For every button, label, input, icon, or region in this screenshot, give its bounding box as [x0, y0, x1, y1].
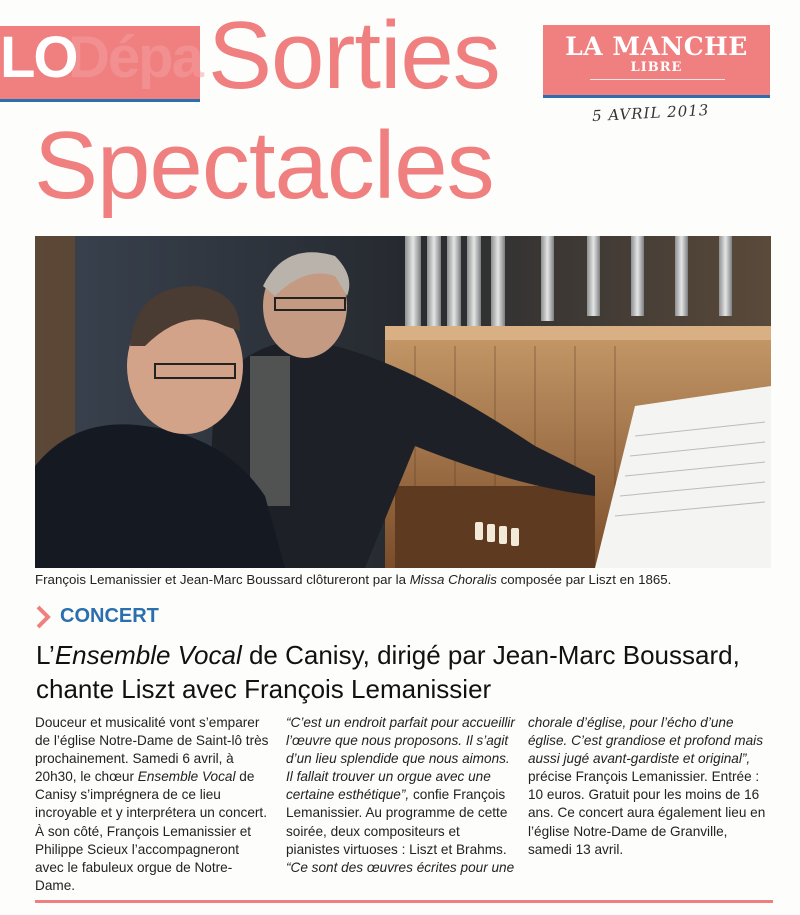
caption-text: François Lemanissier et Jean-Marc Boussard clôtureront par la — [35, 572, 410, 587]
article-kicker: CONCERT — [60, 605, 159, 627]
headline-rest: de Canisy, dirigé par Jean-Marc Boussard, chante Liszt avec François Lemanissier — [36, 640, 740, 704]
col2-quote-end: “Ce sont des œuvres écrites pour une — [286, 859, 515, 875]
newspaper-sub: LIBRE — [630, 60, 683, 75]
logo-underline — [543, 95, 770, 98]
col2-text: confie François Lemanissier. Au programme de cette soirée, deux compositeurs et pianistes virtuoses : Liszt et Brahms. — [286, 787, 508, 857]
logo-rule — [590, 79, 725, 80]
banner-underline — [0, 99, 200, 102]
col1-italic: Ensemble Vocal — [137, 769, 236, 785]
caption-italic: Missa Choralis — [409, 572, 497, 587]
article-column-3 — [528, 714, 773, 859]
page-title-line1: Sorties — [208, 2, 500, 109]
article-photo — [35, 236, 771, 568]
col1-text-end: de Canisy s’imprégnera de ce lieu incroyable et y interprétera un concert. À son côté, François Lemanissier et Philippe Scieux l’accompagneront avec le fabuleux orgue de Notre-Dame. — [35, 769, 267, 893]
section-banner-faded-text: Dépa — [68, 25, 202, 90]
col2-quote: “C’est un endroit parfait pour accueillir l’œuvre que nous proposons. Il s’agit d’un lieu splendide que nous aimons. Il fallait trouver un orgue avec une certaine esthétique”, — [286, 715, 515, 803]
caption-text-end: composée par Liszt en 1865. — [496, 572, 672, 587]
article-column-2 — [286, 714, 516, 877]
handwritten-date: 5 AVRIL 2013 — [591, 100, 710, 126]
article-column-1 — [35, 714, 271, 895]
bottom-rule — [35, 900, 773, 903]
col1-text: Douceur et musicalité vont s’emparer de l’église Notre-Dame de Saint-lô très prochainement. Samedi 6 avril, à 20h30, le chœur — [35, 715, 269, 785]
col3-text: précise François Lemanissier. Entrée : 10 euros. Gratuit pour les moins de 16 ans. Ce concert aura également lieu en l’église Notre-Dame de Granville, samedi 13 avril. — [528, 769, 766, 857]
chevron-right-icon — [35, 604, 51, 630]
page-title-line2: Spectacles — [34, 112, 494, 219]
photo-caption — [35, 572, 775, 587]
article-headline — [36, 638, 776, 706]
newspaper-name: LA MANCHE — [565, 32, 748, 61]
section-banner-text: LO — [0, 25, 77, 90]
headline-prefix: L’ — [36, 640, 55, 670]
headline-italic: Ensemble Vocal — [54, 640, 242, 670]
col3-quote: chorale d’église, pour l’écho d’une église. C’est grandiose et profond mais aussi jugé avant-gardiste et original”, — [528, 715, 763, 767]
organ-photo-illustration — [35, 236, 771, 568]
